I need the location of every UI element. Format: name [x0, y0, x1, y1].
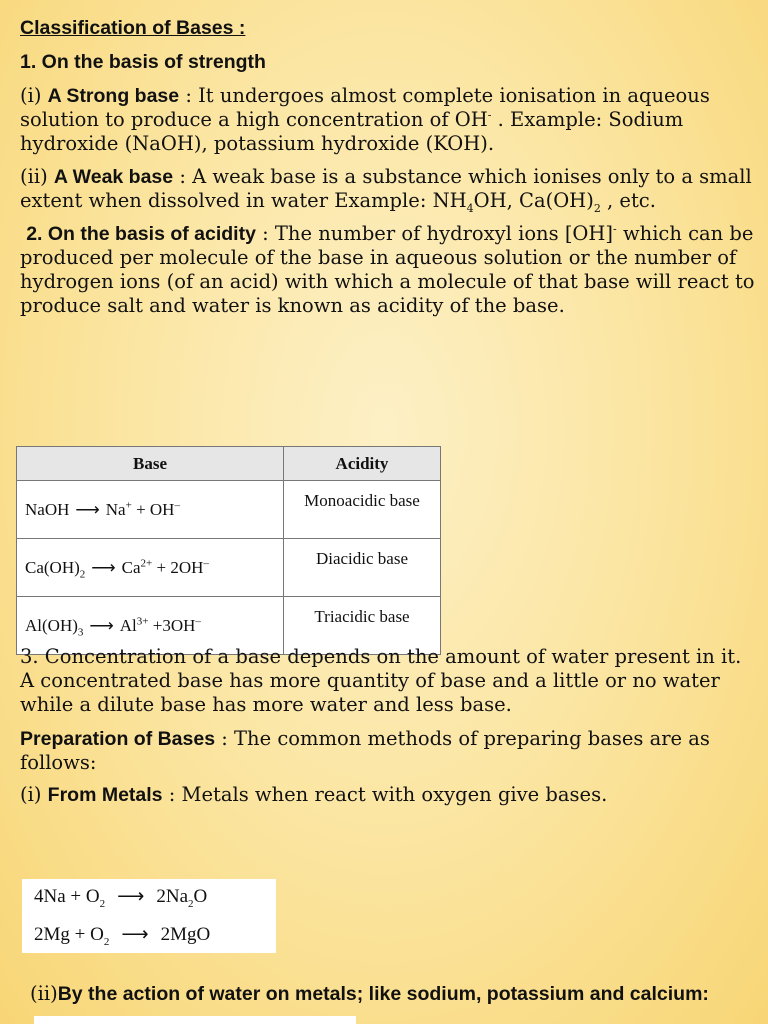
weak-base-text3: , etc.: [600, 189, 656, 212]
equation-line: [34, 923, 210, 946]
reactants: 4Na + O: [34, 886, 100, 907]
cation: Al: [119, 615, 137, 635]
reactant-sub: 2: [103, 935, 110, 948]
column-header-acidity: Acidity: [284, 447, 441, 481]
from-metals-paragraph: [20, 783, 756, 807]
base-equation: [17, 539, 284, 597]
cation-charge: 3+: [136, 614, 149, 627]
preparation-paragraph: [20, 727, 756, 775]
acidity-cell: Monoacidic base: [284, 481, 441, 539]
strong-base-paragraph: [20, 84, 756, 156]
arrow-icon: ⟶: [91, 557, 116, 577]
table-row: [17, 539, 441, 597]
reactants: 2Mg + O: [34, 924, 104, 945]
strong-prefix: (i): [20, 84, 48, 107]
base-formula: Ca(OH): [25, 557, 80, 577]
weak-sub1: 4: [466, 201, 474, 215]
arrow-icon: ⟶: [117, 886, 145, 907]
table-row: [17, 481, 441, 539]
strong-sup: -: [487, 108, 492, 122]
cation-charge: +: [125, 498, 132, 511]
page-title: Classification of Bases :: [20, 17, 246, 39]
hydroxide-charge: –: [174, 498, 180, 511]
acidity-text2: which can be produced per molecule of the base in aqueous solution or the number of hydrogen ions (of an acid) with which a molecule of that base will react to produce salt and water is known as acidity of the base.: [20, 222, 755, 317]
acidity-cell: Triacidic base: [284, 597, 441, 655]
from-metals-text: : Metals when react with oxygen give bases.: [162, 783, 608, 806]
arrow-icon: ⟶: [89, 615, 114, 635]
product: 2MgO: [160, 924, 211, 945]
table-header-row: [17, 447, 441, 481]
concentration-paragraph: 3. Concentration of a base depends on the amount of water present in it. A concentrated base has more quantity of base and a little or no water while a dilute base has more water and less base.: [20, 645, 742, 716]
weak-base-paragraph: [20, 165, 756, 213]
weak-base-term: A Weak base: [53, 166, 174, 188]
reactant-sub: 2: [99, 897, 106, 910]
base-formula: Al(OH): [25, 615, 78, 635]
acidity-paragraph: [20, 222, 756, 318]
hydroxide: + OH: [131, 499, 175, 519]
acidity-text: : The number of hydroxyl ions [OH]: [255, 222, 614, 245]
weak-sub2: 2: [593, 201, 601, 215]
arrow-icon: ⟶: [75, 499, 100, 519]
weak-base-text2: OH, Ca(OH): [473, 189, 594, 212]
base-equation: [17, 481, 284, 539]
equation-box: [22, 879, 276, 953]
hydroxide: + 2OH: [152, 557, 204, 577]
base-formula: NaOH: [25, 499, 70, 519]
metals-prefix: (i): [20, 783, 48, 806]
cation: Ca: [121, 557, 141, 577]
column-header-base: Base: [17, 447, 284, 481]
hydroxide-charge: –: [203, 556, 209, 569]
strong-base-term: A Strong base: [47, 85, 180, 107]
cation: Na: [105, 499, 126, 519]
from-metals-term: From Metals: [47, 784, 163, 806]
acidity-heading: 2. On the basis of acidity: [26, 223, 256, 245]
hydroxide-charge: –: [195, 614, 201, 627]
weak-prefix: (ii): [20, 165, 54, 188]
water-action-paragraph: [30, 982, 760, 1006]
preparation-term: Preparation of Bases: [20, 728, 216, 750]
water-prefix: (ii): [30, 982, 58, 1005]
base-sub: 2: [79, 567, 86, 580]
cation-charge: 2+: [140, 556, 153, 569]
preparation-text: : The common methods of preparing bases are as follows:: [20, 727, 710, 774]
cropped-equation-box: [34, 1016, 356, 1024]
product: 2Na: [156, 886, 188, 907]
product-sub: 2: [188, 897, 194, 910]
strength-heading: 1. On the basis of strength: [20, 51, 266, 73]
strong-base-text2: . Example: Sodium hydroxide (NaOH), potassium hydroxide (KOH).: [20, 108, 684, 155]
hydroxide: +3OH: [148, 615, 196, 635]
acidity-cell: Diacidic base: [284, 539, 441, 597]
strong-base-text: : It undergoes almost complete ionisation in aqueous solution to produce a high concentration of OH: [20, 84, 710, 131]
acidity-table: [16, 446, 441, 655]
equation-line: [34, 885, 207, 908]
arrow-icon: ⟶: [121, 924, 149, 945]
weak-base-text: : A weak base is a substance which ionises only to a small extent when dissolved in water Example: NH: [20, 165, 752, 212]
product-tail: O: [193, 886, 208, 907]
acidity-sup: -: [613, 222, 617, 236]
base-sub: 3: [77, 625, 84, 638]
water-action-term: By the action of water on metals; like sodium, potassium and calcium:: [57, 983, 709, 1005]
